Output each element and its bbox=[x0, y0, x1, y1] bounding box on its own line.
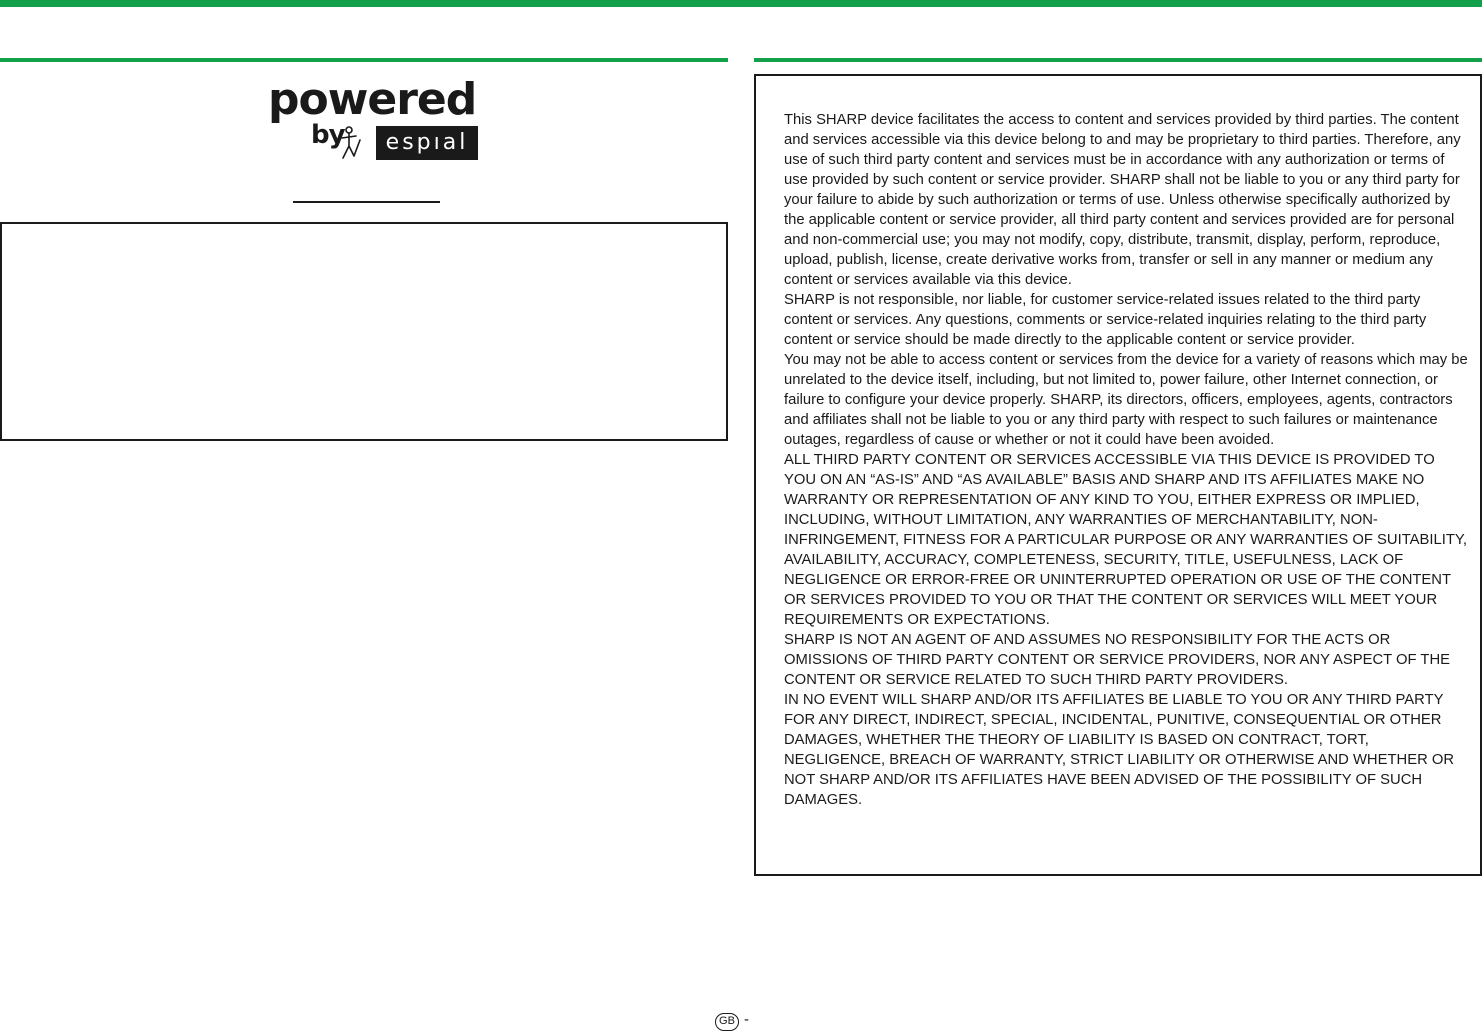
notice-paragraph: IN NO EVENT WILL SHARP AND/OR ITS AFFILIATES BE LIABLE TO YOU OR ANY THIRD PARTY FOR ANY DIRECT, INDIRECT, SPECIAL, INCIDENTAL, PUNITIVE, CONSEQUENTIAL OR OTHER DAMAGES, WHETHER THE THEORY OF LIABILITY IS BASED ON CONTRACT, TORT, NEGLIGENCE, BREACH OF WARRANTY, STRICT LIABILITY OR OTHERWISE AND WHETHER OR NOT SHARP AND/OR ITS AFFILIATES HAVE BEEN ADVISED OF THE POSSIBILITY OF SUCH DAMAGES. bbox=[784, 692, 1455, 808]
left-empty-frame bbox=[0, 222, 728, 441]
right-column-rule bbox=[754, 58, 1482, 62]
left-column-rule bbox=[0, 58, 728, 62]
notice-paragraph: ALL THIRD PARTY CONTENT OR SERVICES ACCESSIBLE VIA THIS DEVICE IS PROVIDED TO YOU ON AN “AS-IS” AND “AS AVAILABLE” BASIS AND SHARP AND ITS AFFILIATES MAKE NO WARRANTY OR REPRESENTATION OF ANY KIND TO YOU, EITHER EXPRESS OR IMPLIED, INCLUDING, WITHOUT LIMITATION, ANY WARRANTIES OF MERCHANTABILITY, NON-INFRINGEMENT, FITNESS FOR A PARTICULAR PURPOSE OR ANY WARRANTIES OF SUITABILITY, AVAILABILITY, ACCURACY, COMPLETENESS, SECURITY, TITLE, USEFULNESS, LACK OF NEGLIGENCE OR ERROR-FREE OR UNINTERRUPTED OPERATION OR USE OF THE CONTENT OR SERVICES PROVIDED TO YOU OR THAT THE CONTENT OR SERVICES WILL MEET YOUR REQUIREMENTS OR EXPECTATIONS. bbox=[784, 452, 1467, 628]
notice-paragraph: This SHARP device facilitates the access to content and services provided by third parties. The content and services accessible via this device belong to and may be proprietary to third parties. Therefore, any use of such third party content and services must be in accordance with any authorization or terms of use provided by such content or service provider. SHARP shall not be liable to you or any third party for your failure to abide by such authorization or terms of use. Unless otherwise specifically authorized by the applicable content or service provider, all third party content and services provided are for personal and non-commercial use; you may not modify, copy, distribute, transmit, display, perform, reproduce, upload, publish, license, create derivative works from, transfer or sell in any manner or medium any content or services available via this device. bbox=[784, 112, 1461, 288]
notice-paragraph: SHARP IS NOT AN AGENT OF AND ASSUMES NO RESPONSIBILITY FOR THE ACTS OR OMISSIONS OF THIRD PARTY CONTENT OR SERVICE PROVIDERS, NOR ANY ASPECT OF THE CONTENT OR SERVICE RELATED TO SUCH THIRD PARTY PROVIDERS. bbox=[784, 632, 1450, 688]
notice-paragraph: You may not be able to access content or services from the device for a variety of reasons which may be unrelated to the device itself, including, but not limited to, power failure, other Internet connection, or failure to configure your device properly. SHARP, its directors, officers, employees, agents, contractors and affiliates shall not be liable to you or any third party with respect to such failures or maintenance outages, regardless of cause or whether or not it could have been avoided. bbox=[784, 352, 1468, 448]
page-separator: - bbox=[744, 1011, 749, 1028]
logo-divider bbox=[293, 201, 440, 203]
notice-text bbox=[784, 110, 1470, 810]
logo-by-text: by bbox=[311, 120, 345, 150]
espial-figure-icon bbox=[340, 126, 364, 160]
top-accent-bar bbox=[0, 0, 1482, 7]
logo-powered-text: powered bbox=[268, 74, 477, 125]
powered-by-espial-logo bbox=[266, 74, 482, 164]
region-badge: GB bbox=[715, 1013, 739, 1031]
logo-brand-box: espıal bbox=[376, 126, 478, 160]
third-party-notice-box bbox=[754, 74, 1482, 876]
notice-paragraph: SHARP is not responsible, nor liable, for customer service-related issues related to the third party content or services. Any questions, comments or service-related inquiries relating to the third party content or service should be made directly to the applicable content or service provider. bbox=[784, 292, 1427, 348]
